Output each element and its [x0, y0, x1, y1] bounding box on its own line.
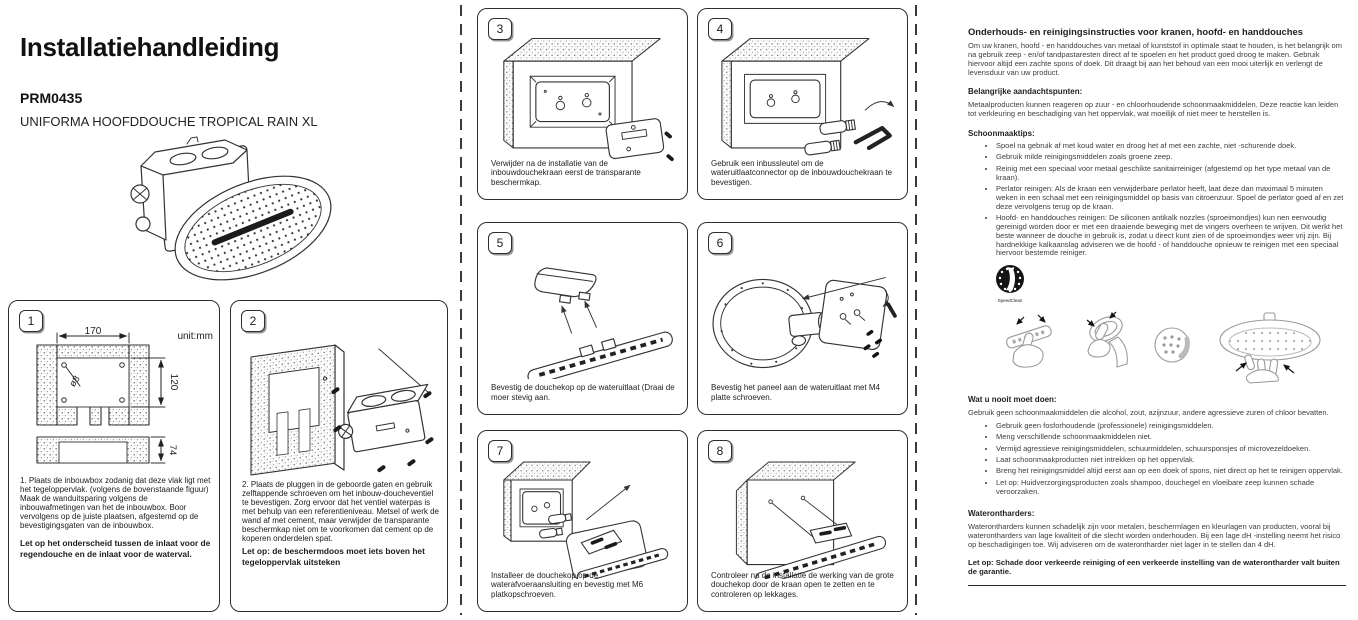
step-4-panel [697, 8, 908, 200]
tips-item: • Spoel na gebruik af met koud water en droog het af met een zachte, niet -schurende doek. [996, 142, 1346, 151]
product-name: UNIFORMA HOOFDDOUCHE TROPICAL RAIN XL [20, 114, 318, 129]
never-item: • Let op: Huidverzorgingsproducten zoals shampoo, douchegel en vloeibare zeep kunnen schade veroorzaken. [996, 479, 1346, 497]
step-8-badge: 8 [708, 440, 732, 462]
step-5-badge: 5 [488, 232, 512, 254]
step-4-illustration [703, 31, 903, 163]
step-8-panel [697, 430, 908, 612]
nozzle-cleaning-illustration [1000, 311, 1330, 385]
never-item: • Laat schoonmaakproducten niet intrekken op het oppervlak. [996, 456, 1346, 465]
softener-heading: Waterontharders: [968, 509, 1035, 519]
never-list [968, 422, 1346, 496]
step-2-illustration [241, 327, 437, 477]
tips-heading: Schoonmaaktips: [968, 129, 1035, 139]
speedclean-icon [994, 264, 1028, 306]
step-7-panel [477, 430, 688, 612]
step-1-badge: 1 [19, 310, 43, 332]
never-item: • Meng verschillende schoonmaakmiddelen niet. [996, 433, 1346, 442]
warranty-note: Let op: Schade door verkeerde reiniging of een verkeerde instelling van de waterontharder valt buiten de garantie. [968, 557, 1340, 577]
bottom-rule [968, 585, 1346, 586]
tips-item: • Reinig met een speciaal voor metaal geschikte sanitairreiniger (afgestemd op het type metaal van de kraan). [996, 165, 1346, 183]
step-7-badge: 7 [488, 440, 512, 462]
step-5-caption: Bevestig de douchekop op de wateruitlaat (Draai de moer stevig aan. [491, 383, 675, 402]
svg-text:ø8: ø8 [67, 373, 83, 390]
care-intro: Om uw kranen, hoofd - en handdouches van metaal of kunststof in optimale staat te houden, is het belangrijk om na gebruik zeep - en/of tandpastaresten direct af te spoelen en het product goed droog te maken. Gebruik hiervoor altijd een zachte spons of doek. Dit draagt bij aan het behoud van een mooi uiterlijk en verlengt de levensduur van uw product. [968, 41, 1342, 77]
tips-item: • Gebruik milde reinigingsmiddelen zoals groene zeep. [996, 153, 1346, 162]
softener-text: Waterontharders kunnen schadelijk zijn voor metalen, beschermlagen en kleurlagen van producten, vooral bij waterontharders van lage kwaliteit of die slecht worden onderhouden. Bij een lage dH -instelling neemt het risico op beschadigingen toe. Wij adviseren om de waterontharder niet lager in te stellen dan 4 dH. [968, 522, 1341, 550]
never-item: • Gebruik geen fosforhoudende (professionele) reinigingsmiddelen. [996, 422, 1346, 431]
step-6-caption: Bevestig het paneel aan de wateruitlaat met M4 platte schroeven. [711, 383, 880, 402]
step-7-caption: Installeer de douchekop op de waterafvoeraansluiting en bevestig met M6 platkopschroeven. [491, 570, 644, 599]
model-number: PRM0435 [20, 90, 83, 106]
attention-text: Metaalproducten kunnen reageren op zuur - en chloorhoudende schoonmaakmiddelen. Deze reactie kan leiden tot verkleuring en beschadiging van het oppervlak, wat moeilijk of niet meer te herstellen is. [968, 100, 1339, 119]
step-5-panel [477, 222, 688, 415]
tips-item: • Perlator reinigen: Als de kraan een verwijderbare perlator heeft, laat deze dan maximaal 5 minuten weken in een schaal met een reinigingsmiddel op basis van citroenzuur. Spoel de perlator goed af en zet deze vervolgens terug op de kraan. [996, 185, 1346, 212]
step-2-text: 2. Plaats de pluggen in de geboorde gaten en gebruik zelftappende schroeven om het inbouw-doucheventiel te bevestigen. Zorg ervoor dat het ventiel waterpas is met behulp van een referentieniveau. Metsel of werk de wand af met cement, maar verwijder de transparante beschermkap niet om te voorkomen dat cement op de koperen onderdelen spat. Let op: de beschermdoos moet iets boven het tegeloppervlak uitsteken [242, 480, 440, 567]
svg-text:74: 74 [167, 444, 178, 456]
column-divider-left [460, 5, 462, 615]
step-3-badge: 3 [488, 18, 512, 40]
step-7-illustration [483, 453, 683, 579]
svg-text:unit:mm: unit:mm [177, 331, 213, 342]
care-instructions-column [968, 0, 1346, 586]
step-1-panel [8, 300, 220, 612]
step-1-dimension-diagram [13, 327, 217, 469]
column-divider-right [915, 5, 917, 615]
step-2-badge: 2 [241, 310, 265, 332]
attention-heading: Belangrijke aandachtspunten: [968, 87, 1083, 97]
page-title: Installatiehandleiding [20, 32, 280, 62]
step-3-caption: Verwijder na de installatie van de inbouwdouchekraan eerst de transparante beschermkap. [491, 158, 641, 187]
step-8-caption: Controleer na de installatie de werking van de grote douchekop door de kraan open te zetten en te controleren op lekkages. [711, 570, 894, 599]
step-3-illustration [483, 31, 683, 163]
svg-text:120: 120 [168, 373, 179, 391]
never-item: • Breng het reinigingsmiddel altijd eerst aan op een doek of spons, niet direct op het te reinigen oppervlak. [996, 467, 1346, 476]
tips-list [968, 142, 1346, 258]
step-3-panel [477, 8, 688, 200]
product-illustration [95, 132, 355, 300]
svg-text:SpeedClean: SpeedClean [997, 298, 1023, 304]
step-8-illustration [703, 453, 903, 579]
step-5-illustration [483, 245, 683, 379]
step-1-text: 1. Plaats de inbouwbox zodanig dat deze vlak ligt met het tegeloppervlak. (volgens de bovenstaande figuur) Maak de wanduitsparing volgens de inbouwafmetingen van het de inbouwbox. Boor vervolgens op de juiste plaatsen, afgestemd op de bevestigingsgaten van de inbouwbox. Let op het onderscheid tussen de inlaat voor de regendouche en de inlaat voor de waterval. [20, 476, 211, 559]
step-4-caption: Gebruik een inbussleutel om de wateruitlaatconnector op de inbouwdouchekraan te bevestigen. [711, 158, 893, 187]
tips-item: • Hoofd- en handdouches reinigen: De siliconen antikalk nozzles (sproeimondjes) kun nen eenvoudig gereinigd worden door er met een draaiende beweging met de vingers overheen te wrijven. Dit werkt het beste wanneer de douche in gebruik is, zodat u direct kunt zien of de sproeimondjes weer vrij zijn. Bij hardnekkige kalkaanslag adviseren we de hoofd - of handdouche opnieuw te reinigen met een speciaal hiervoor bestemde reiniger. [996, 214, 1346, 258]
never-item: • Vermijd agressieve reinigingsmiddelen, schuurmiddelen, schuursponsjes of microvezeldoeken. [996, 445, 1346, 454]
svg-text:170: 170 [84, 327, 102, 337]
step-4-badge: 4 [708, 18, 732, 40]
step-6-badge: 6 [708, 232, 732, 254]
step-2-panel [230, 300, 448, 612]
step-6-panel [697, 222, 908, 415]
never-intro: Gebruik geen schoonmaakmiddelen die alcohol, zout, azijnzuur, andere agressieve zuren of chloor bevatten. [968, 408, 1329, 418]
step-6-illustration [703, 245, 903, 379]
care-heading: Onderhouds- en reinigingsinstructies voor kranen, hoofd- en handdouches [968, 26, 1303, 37]
cleaning-illustrations [994, 264, 1346, 385]
never-heading: Wat u nooit moet doen: [968, 395, 1057, 405]
